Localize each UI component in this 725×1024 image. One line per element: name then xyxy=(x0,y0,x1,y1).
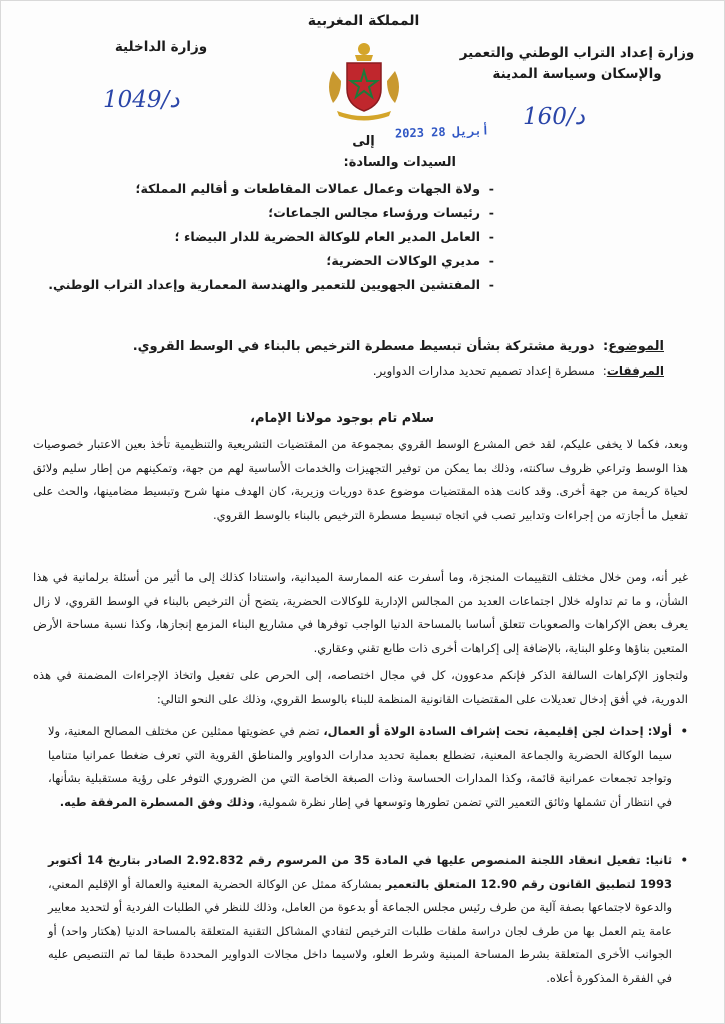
subject-label: الموضوع xyxy=(608,339,664,354)
bullet-icon: • xyxy=(680,853,688,867)
attachments-label: المرفقات xyxy=(606,364,664,378)
ministry-housing-header xyxy=(452,43,702,85)
subject-line xyxy=(44,339,664,354)
reference-number-interior: د/1049 xyxy=(103,87,180,113)
measure-second-lead: ثانيا: تفعيل انعقاد اللجنة المنصوص عليها في المادة 35 من المرسوم رقم 2.92.832 الصادر بتاريخ 14 أكتوبر 1993 لتطبيق القانون رقم 12.90 المتعلق بالتعمير xyxy=(48,853,673,891)
kingdom-heading: المملكة المغربية xyxy=(307,13,420,29)
salutation: السيدات والسادة: xyxy=(343,155,456,170)
ministry-housing-line2: والإسكان وسياسة المدينة xyxy=(492,66,662,82)
attachments-colon: : xyxy=(602,364,607,378)
to-label: إلى xyxy=(352,134,375,149)
subject-text: دورية مشتركة بشأن تبسيط مسطرة الترخيص بالبناء في الوسط القروي. xyxy=(132,339,595,354)
ministry-interior-header: وزارة الداخلية xyxy=(114,39,208,55)
measure-first-text: تضم في عضويتها ممثلين عن مختلف المصالح المعنية، ولا سيما الوكالة الحضرية والجماعة المعنية، تضطلع بعملية تحديد مدارات الدواوير والمناطق القروية التي تعرف ضغطا عمرانيا متناميا وتواجد تجمعات عمرانية قائمة، وكذا المدارات الحساسة وذات الصبغة الخاصة التي من الضروري التوفر على رؤية مستقبلية بشأنها، في انتظار أن تشملها وثائق التعمير التي تضمن تطورها وتوسعها في إطار نظرة شمولية، xyxy=(48,724,672,809)
paragraph-intro: وبعد، فكما لا يخفى عليكم، لقد خص المشرع الوسط القروي بمجموعة من المقتضيات التشريعية والتنظيمية تأخذ بعين الاعتبار خصوصيات هذا الوسط وتراعي ظروف ساكنته، وذلك بما يمكن من توفير التجهيزات والخدمات الأساسية لهم من جهة، وتمكينهم من إطار سليم ولائق لحياة كريمة من جهة أخرى. وقد كانت هذه المقتضيات موضوع عدة دوريات وزيرية، كان الهدف منها شرح وتبسيط مضامينها، والحث على تفعيل ما أجازته من إجراءات وتدابير تصب في اتجاه تبسيط مسطرة الترخيص بالبناء بالوسط القروي. xyxy=(33,437,688,522)
recipient-item: - ولاة الجهات وعمال عمالات المقاطعات و أقاليم المملكة؛ xyxy=(24,177,494,201)
ministry-housing-line1: وزارة إعداد التراب الوطني والتعمير xyxy=(459,45,695,61)
paragraph-assessment: غير أنه، ومن خلال مختلف التقييمات المنجزة، وما أسفرت عنه الممارسة الميدانية، واستنادا كذلك إلى ما أثير من أسئلة برلمانية في هذا الشأن، و ما تم تداوله خلال اجتماعات العديد من المجالس الإدارية للوكالات الحضرية، يتضح أن الترخيص بالبناء في الوسط القروي، لا زال يعرف بعض الإكراهات والصعوبات تتعلق أساسا بالمساحة الدنيا الواجب توفرها في مشاريع البناء المزمع إنجازها، وكذا نسبة مساحة الأرض المتعين بناؤها وعلو البناية، بالإضافة إلى إكراهات أخرى ذات طابع تقني وعقاري. xyxy=(33,570,688,655)
recipients-list xyxy=(24,177,494,297)
recipient-item: - المفتشين الجهويين للتعمير والهندسة المعمارية وإعداد التراب الوطني. xyxy=(24,273,494,297)
recipient-item: - مديري الوكالات الحضرية؛ xyxy=(24,249,494,273)
coat-of-arms-icon xyxy=(319,41,409,121)
recipient-item: - العامل المدير العام للوكالة الحضرية للدار البيضاء ؛ xyxy=(24,225,494,249)
measure-first-lead: أولا: إحداث لجن إقليمية، تحت إشراف السادة الولاة أو العمال، xyxy=(323,724,673,738)
greeting: سلام تام بوجود مولانا الإمام، xyxy=(250,411,434,426)
date-stamp: 2023 أبريل 28 xyxy=(394,123,490,141)
recipient-item: - رئيسات ورؤساء مجالس الجماعات؛ xyxy=(24,201,494,225)
attachments-line xyxy=(44,364,664,378)
measure-item-first xyxy=(48,720,688,814)
reference-number-housing: د/160 xyxy=(523,104,585,130)
measure-first-tail: وذلك وفق المسطرة المرفقة طيه. xyxy=(59,794,255,809)
paragraph-directive: ولتجاوز الإكراهات السالفة الذكر فإنكم مدعوون، كل في مجال اختصاصه، إلى الحرص على تفعيل واتخاذ الإجراءات المضمنة في هذه الدورية، في أفق إدخال تعديلات على المقتضيات القانونية المنظمة للبناء بالوسط القروي، وذلك على النحو التالي: xyxy=(33,668,688,706)
attachments-text: مسطرة إعداد تصميم تحديد مدارات الدواوير. xyxy=(372,364,595,378)
measure-item-second xyxy=(48,849,688,990)
subject-colon: : xyxy=(603,339,609,354)
bullet-icon: • xyxy=(680,724,688,738)
measure-second-text: بمشاركة ممثل عن الوكالة الحضرية المعنية والعمالة أو الإقليم المعني، والدعوة لاجتماعها بصفة آلية من طرف رئيس مجلس الجماعة أو بدعوة من العامل، وذلك للنظر في الطلبات الفردية أو لتحديد معايير عامة يتم العمل بها من طرف لجان دراسة ملفات طلبات الترخيص لتفادي المشاكل التقنية المتعلقة بالمساحة الدنيا (هكتار واحد) أو الجوانب الأخرى المتعلقة بشرط المساحة المبنية وشرط العلو، ولاسيما داخل مجالات الدواوير المحددة طبقا لما تم التنصيص عليه في الفقرة المذكورة أعلاه. xyxy=(48,876,672,985)
